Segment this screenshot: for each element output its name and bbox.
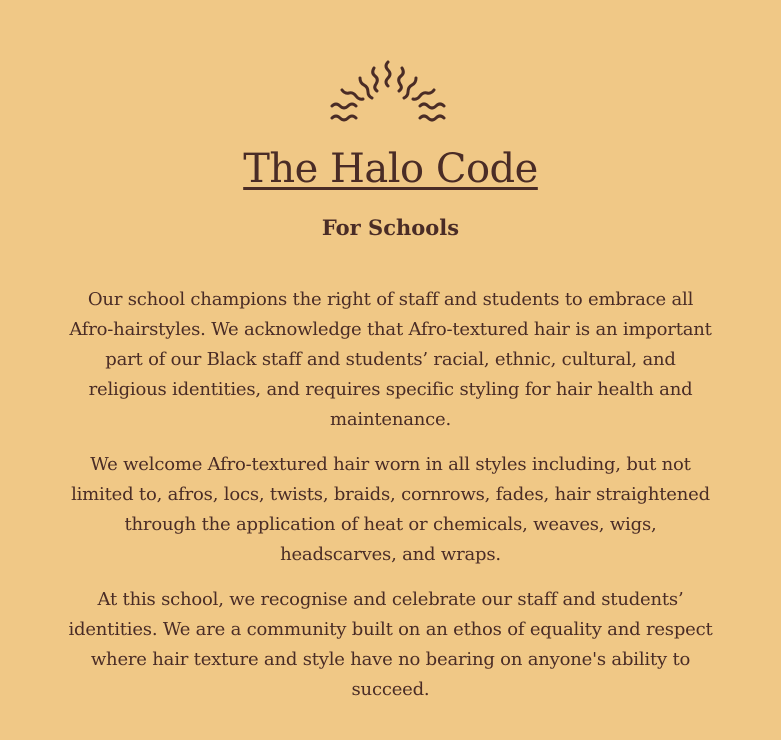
wavy-sun-rays-icon: [326, 58, 450, 128]
paragraph-3: At this school, we recognise and celebrate our staff and students’ identities. We are a community built on an ethos of equality and respect where hair texture and style have no bearing on anyone's ability to succeed.: [68, 589, 713, 700]
page-title: [0, 146, 781, 192]
policy-text: [64, 285, 717, 720]
paragraph-2: We welcome Afro-textured hair worn in all styles including, but not limited to, afros, locs, twists, braids, cornrows, fades, hair straightened through the application of heat or chemicals, weaves, wigs, headscarves, and wraps.: [71, 454, 710, 565]
paragraph-1: Our school champions the right of staff and students to embrace all Afro-hairstyles. We acknowledge that Afro-textured hair is an important part of our Black staff and students’ racial, ethnic, cultural, and religious identities, and requires specific styling for hair health and maintenance.: [69, 289, 712, 430]
page-subtitle: For Schools: [321, 215, 460, 240]
title-link[interactable]: The Halo Code: [243, 146, 538, 192]
